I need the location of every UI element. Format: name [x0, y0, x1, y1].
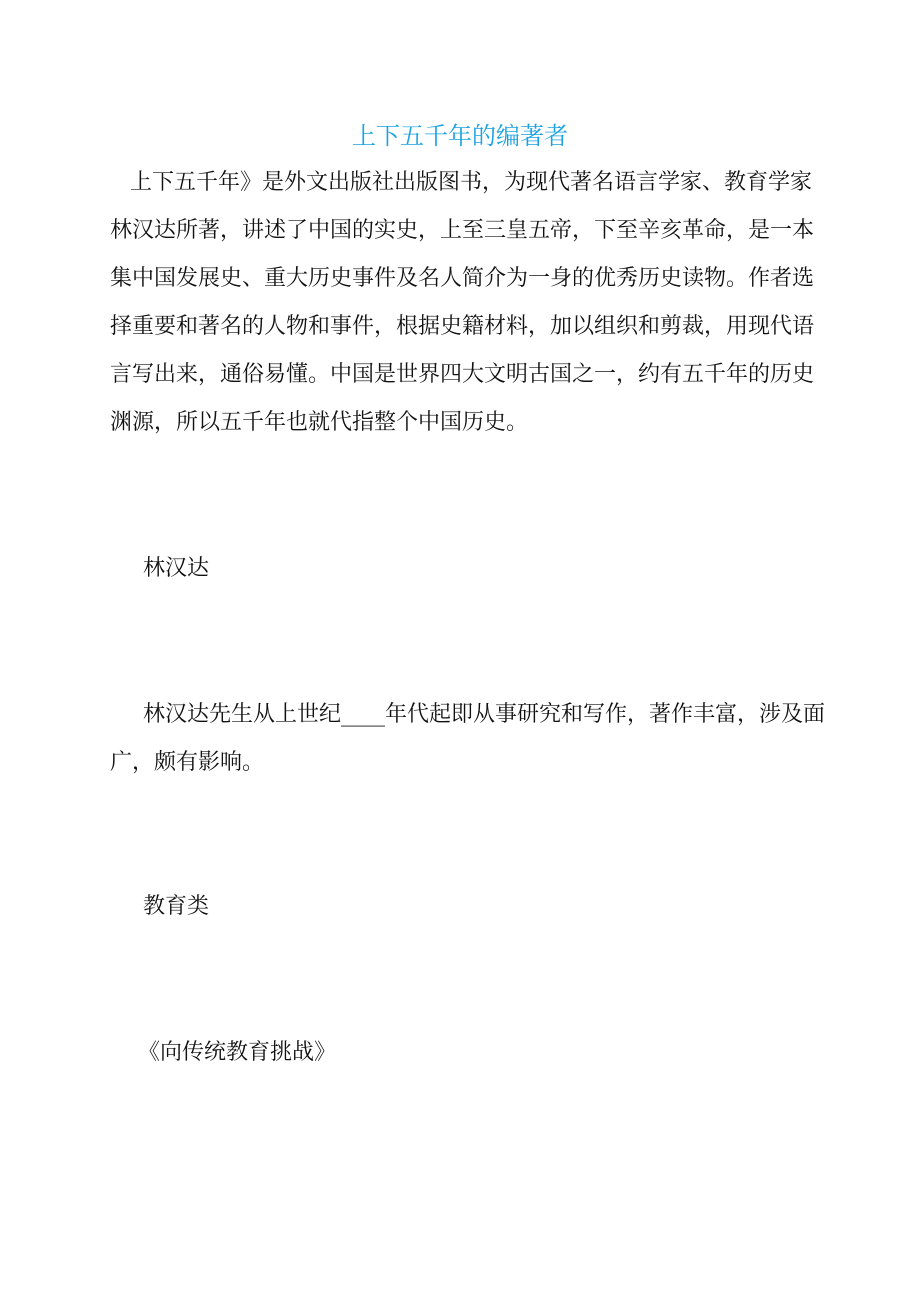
document-title: 上下五千年的编著者: [352, 122, 568, 150]
author-heading: 林汉达: [143, 556, 210, 581]
intro-line: 集中国发展史、重大历史事件及名人简介为一身的优秀历史读物。作者选: [110, 266, 815, 291]
author-line: 广，颇有影响。: [110, 750, 265, 775]
category-heading: 教育类: [143, 894, 210, 919]
intro-line: 林汉达所著，讲述了中国的实史，上至三皇五帝，下至辛亥革命，是一本: [110, 218, 815, 243]
intro-line: 择重要和著名的人物和事件，根据史籍材料，加以组织和剪裁，用现代语: [110, 314, 815, 339]
intro-line: 渊源，所以五千年也就代指整个中国历史。: [110, 410, 529, 435]
intro-line: 上下五千年》是外文出版社出版图书，为现代著名语言学家、教育学家: [130, 170, 813, 195]
intro-line: 言写出来，通俗易懂。中国是世界四大文明古国之一，约有五千年的历史: [110, 362, 815, 387]
book-title: 《向传统教育挑战》: [138, 1040, 337, 1065]
author-line: 林汉达先生从上世纪____年代起即从事研究和写作，著作丰富，涉及面: [143, 702, 826, 727]
